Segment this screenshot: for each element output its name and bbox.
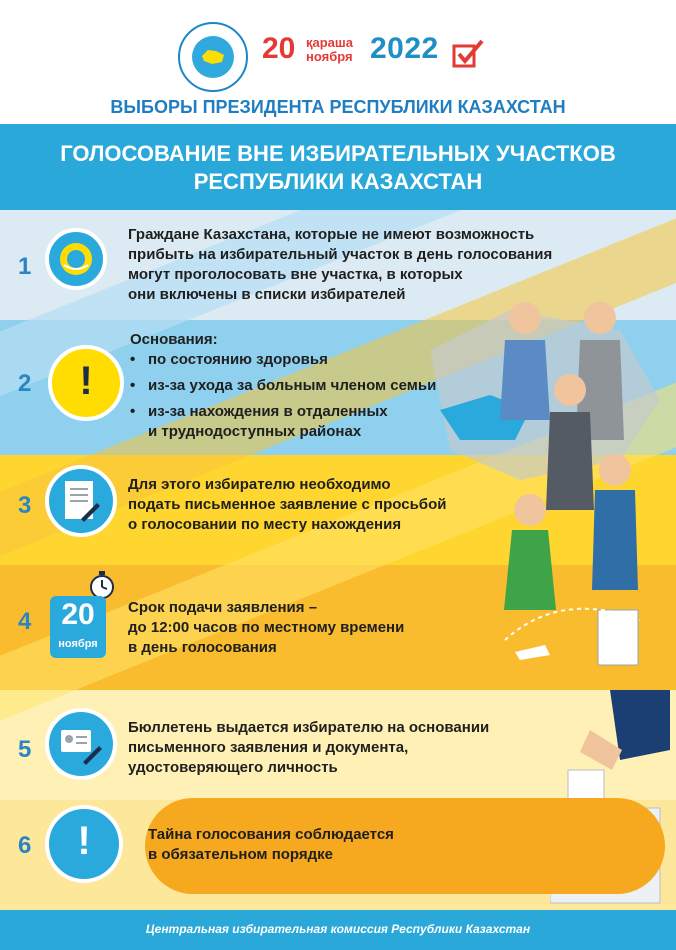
document-pen-icon [63, 479, 101, 525]
footer-text: Центральная избирательная комиссия Республики Казахстан [145, 922, 531, 936]
step-2-bullet: • из-за нахождения в отдаленных и труднодоступных районах [130, 402, 510, 442]
kazakhstan-map-icon [200, 46, 226, 68]
step-3-line: Для этого избирателю необходимо [128, 476, 391, 493]
step-2-icon-badge [48, 345, 124, 421]
step-2-text [130, 330, 510, 448]
step-3-icon-badge [45, 465, 117, 537]
calendar-month: ноября [58, 638, 98, 650]
step-6-number: 6 [18, 832, 32, 859]
step-2-number: 2 [18, 370, 32, 397]
step-2-heading: Основания: [130, 331, 218, 348]
step-4-number: 4 [18, 608, 32, 635]
step-6-text [148, 825, 508, 865]
step-2-bullet: • из-за ухода за больным членом семьи [130, 376, 510, 396]
step-5-text [128, 718, 548, 778]
step-4-line: Срок подачи заявления – [128, 599, 318, 616]
exclamation-icon: ! [77, 819, 91, 863]
step-3-text [128, 475, 508, 535]
banner-title-line-2: РЕСПУБЛИКИ КАЗАХСТАН [193, 169, 483, 194]
calendar-day: 20 [61, 598, 95, 631]
id-documents-icon [59, 726, 105, 766]
step-1-line: могут проголосовать вне участка, в которых [128, 266, 463, 283]
step-1-icon-badge [45, 228, 107, 290]
banner-title [0, 140, 676, 196]
election-title: ВЫБОРЫ ПРЕЗИДЕНТА РЕСПУБЛИКИ КАЗАХСТАН [110, 97, 566, 117]
banner-title-line-1: ГОЛОСОВАНИЕ ВНЕ ИЗБИРАТЕЛЬНЫХ УЧАСТКОВ [60, 141, 616, 166]
step-1-text [128, 225, 628, 305]
step-4-line: до 12:00 часов по местному времени [128, 619, 405, 636]
step-5-line: Бюллетень выдается избирателю на основании [128, 719, 490, 736]
step-1-number: 1 [18, 253, 32, 280]
date-year: 2022 [370, 32, 439, 65]
step-1-line: прибыть на избирательный участок в день голосования [128, 246, 553, 263]
ballot-check-icon [452, 38, 484, 68]
date-month-ru: ноября [306, 49, 353, 64]
step-1-line: они включены в списки избирателей [128, 286, 406, 303]
step-6-line: Тайна голосования соблюдается [148, 826, 394, 843]
date-day: 20 [262, 32, 296, 65]
step-6-line: в обязательном порядке [148, 846, 334, 863]
step-5-icon-badge [45, 708, 117, 780]
step-3-number: 3 [18, 492, 32, 519]
kazakhstan-emblem-icon [56, 239, 96, 279]
date-month-kz: қараша [306, 35, 353, 50]
step-2-bullet-list [130, 350, 510, 442]
step-5-line: удостоверяющего личность [128, 759, 338, 776]
step-3-line: подать письменное заявление с просьбой [128, 496, 447, 513]
step-4-line: в день голосования [128, 639, 277, 656]
step-3-line: о голосовании по месту нахождения [128, 516, 402, 533]
step-5-line: письменного заявления и документа, [128, 739, 409, 756]
step-2-bullet: • по состоянию здоровья [130, 350, 510, 370]
step-6-icon-badge [45, 805, 123, 883]
exclamation-icon: ! [79, 359, 93, 403]
step-5-number: 5 [18, 736, 32, 763]
step-1-line: Граждане Казахстана, которые не имеют возможность [128, 226, 535, 243]
step-4-text [128, 598, 508, 658]
date-month [306, 36, 353, 64]
cec-logo [178, 22, 248, 92]
